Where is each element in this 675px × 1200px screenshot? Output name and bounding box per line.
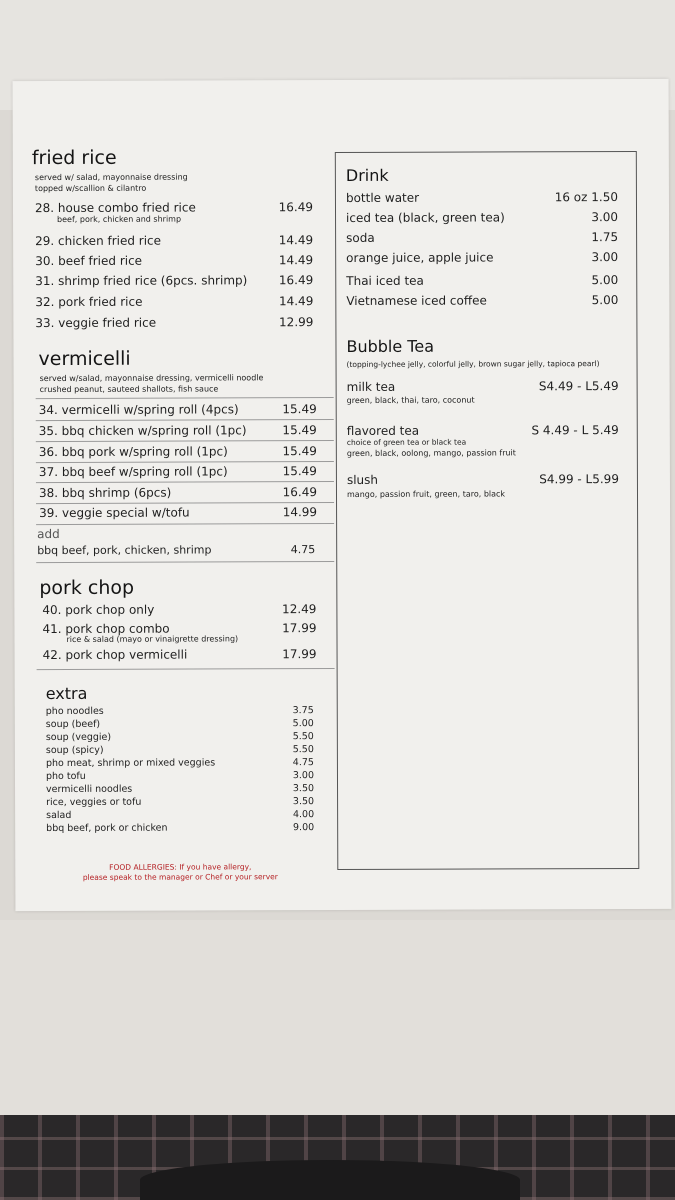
item-price: 17.99 [282, 647, 317, 662]
extra-title: extra [45, 683, 88, 704]
item-name: 42. pork chop vermicelli [42, 647, 188, 663]
divider [36, 440, 334, 442]
fried-rice-note-2: topped w/scallion & cilantro [34, 183, 147, 194]
item-price: 12.49 [282, 602, 317, 617]
menu-item [42, 601, 316, 618]
item-name: soup (spicy) [45, 744, 104, 757]
item-name: iced tea (black, green tea) [346, 210, 505, 225]
item-price: 14.49 [278, 233, 314, 248]
item-description: rice & salad (mayo or vinaigrette dressing) [66, 634, 239, 644]
add-label-text: add [37, 526, 60, 542]
item-price: 15.49 [282, 444, 317, 459]
item-description: choice of green tea or black tea [346, 437, 467, 447]
menu-item [46, 821, 314, 835]
item-name: Thai iced tea [346, 273, 424, 288]
item-price: 15.49 [282, 402, 317, 417]
item-name: 40. pork chop only [42, 602, 155, 618]
item-name: 41. pork chop combo [42, 621, 170, 637]
item-name: milk tea [346, 379, 396, 394]
menu-item [46, 756, 314, 770]
menu-item [39, 504, 317, 521]
item-price: S 4.49 - L 5.49 [531, 423, 619, 438]
item-name: vermicelli noodles [46, 783, 133, 796]
menu-item [347, 378, 619, 395]
drink-title: Drink [345, 165, 389, 185]
item-price: 14.49 [278, 253, 314, 268]
fabric-shadow [140, 1160, 520, 1200]
item-description: green, black, oolong, mango, passion fruit [346, 448, 516, 458]
item-name: 28. house combo fried rice [34, 200, 196, 216]
item-description: mango, passion fruit, green, taro, black [346, 489, 506, 499]
allergy-line-2: please speak to the manager or Chef or your server [82, 872, 278, 882]
allergy-notice [45, 862, 315, 883]
item-name: pho noodles [45, 705, 104, 718]
menu-item [42, 620, 317, 644]
menu-item [37, 542, 315, 559]
item-price: 1.75 [591, 230, 619, 245]
menu-item [46, 808, 314, 822]
item-price: 15.49 [282, 464, 317, 479]
menu-item [35, 232, 313, 249]
item-price: 16.49 [278, 273, 314, 288]
menu-item [346, 229, 618, 246]
menu-item [35, 314, 313, 331]
item-name: pho meat, shrimp or mixed veggies [45, 757, 216, 770]
item-price: 16 oz 1.50 [554, 190, 618, 205]
menu-item [39, 443, 317, 460]
item-price: 3.00 [591, 250, 619, 265]
bubble-tea-note: (topping-lychee jelly, colorful jelly, brown sugar jelly, tapioca pearl) [346, 359, 600, 369]
item-price: 5.50 [292, 744, 314, 756]
item-name: Vietnamese iced coffee [346, 293, 487, 308]
divider [36, 397, 334, 399]
item-price: 5.00 [591, 293, 619, 308]
vermicelli-title: vermicelli [38, 347, 131, 371]
item-name: 33. veggie fried rice [35, 315, 157, 331]
item-description: green, black, thai, taro, coconut [346, 395, 475, 405]
item-price: 16.49 [278, 200, 314, 215]
menu-item [34, 199, 314, 224]
item-price: 4.00 [292, 809, 315, 821]
pork-chop-title: pork chop [39, 576, 135, 600]
item-price: 15.49 [282, 423, 317, 438]
menu-item [347, 471, 619, 488]
vermicelli-note-2: crushed peanut, sauteed shallots, fish sauce [39, 384, 219, 395]
item-name: soup (beef) [45, 718, 101, 731]
item-price: 3.75 [292, 705, 314, 717]
divider [36, 561, 334, 563]
menu-item [35, 272, 313, 289]
divider [36, 481, 334, 483]
menu-item [46, 717, 314, 731]
item-name: soup (veggie) [45, 731, 112, 744]
item-name: bottle water [345, 190, 420, 205]
menu-item [346, 272, 618, 289]
item-name: 29. chicken fried rice [35, 233, 162, 249]
item-price: 14.99 [282, 505, 318, 520]
item-name: orange juice, apple juice [346, 250, 494, 265]
item-price: 16.49 [282, 485, 318, 500]
item-price: S4.99 - L5.99 [539, 472, 619, 487]
menu-item [46, 704, 314, 718]
item-price: 5.00 [292, 718, 314, 730]
bubble-tea-title: Bubble Tea [346, 336, 435, 356]
add-label [37, 526, 97, 542]
item-name: bbq beef, pork or chicken [46, 822, 168, 835]
item-name: slush [346, 472, 379, 487]
menu-item [39, 422, 317, 439]
item-name: 37. bbq beef w/spring roll (1pc) [38, 464, 228, 480]
menu-item [39, 401, 317, 418]
item-name: 36. bbq pork w/spring roll (1pc) [38, 444, 228, 460]
menu-item [39, 463, 317, 480]
drink-panel [335, 151, 640, 870]
menu-item [35, 293, 313, 310]
menu-item [346, 292, 618, 309]
menu-item [346, 189, 618, 206]
menu-sheet [13, 79, 672, 911]
item-name: 34. vermicelli w/spring roll (4pcs) [38, 402, 239, 418]
menu-item [46, 743, 314, 757]
menu-item [46, 795, 314, 809]
menu-item [46, 730, 314, 744]
item-price: 5.00 [591, 273, 619, 288]
item-name: 30. beef fried rice [35, 253, 143, 269]
item-name: 35. bbq chicken w/spring roll (1pc) [38, 423, 247, 439]
item-price: 4.75 [290, 543, 316, 557]
item-name: 39. veggie special w/tofu [39, 505, 190, 521]
allergy-line-1: FOOD ALLERGIES: If you have allergy, [109, 862, 252, 872]
vermicelli-note-1: served w/salad, mayonnaise dressing, vermicelli noodle [39, 373, 264, 384]
item-price: 5.50 [292, 731, 314, 743]
item-name: rice, veggies or tofu [46, 796, 142, 809]
item-price: 3.00 [591, 210, 619, 225]
item-name: 38. bbq shrimp (6pcs) [38, 485, 172, 501]
item-description: beef, pork, chicken and shrimp [57, 214, 182, 224]
item-price: 14.49 [278, 294, 314, 309]
menu-item [39, 484, 317, 501]
menu-item [35, 252, 313, 269]
item-price: 3.50 [292, 796, 315, 808]
menu-item [43, 646, 317, 663]
divider [37, 668, 335, 670]
item-name: bbq beef, pork, chicken, shrimp [37, 543, 212, 558]
countertop [0, 920, 675, 1120]
item-price: 9.00 [292, 822, 315, 834]
item-price: 12.99 [279, 315, 314, 330]
fried-rice-title: fried rice [31, 146, 117, 170]
item-name: pho tofu [45, 770, 86, 783]
divider [36, 523, 334, 525]
item-name: soda [346, 230, 375, 245]
item-price: 17.99 [282, 621, 317, 636]
fried-rice-note-1: served w/ salad, mayonnaise dressing [34, 172, 188, 183]
menu-item [46, 769, 314, 783]
item-name: 31. shrimp fried rice (6pcs. shrimp) [35, 273, 248, 289]
item-name: flavored tea [346, 423, 420, 438]
item-price: 4.75 [292, 757, 314, 769]
item-name: salad [46, 809, 72, 822]
item-name: 32. pork fried rice [35, 294, 143, 310]
divider [36, 419, 334, 421]
item-price: 3.50 [292, 783, 315, 795]
menu-item [46, 782, 314, 796]
item-price: 3.00 [292, 770, 314, 782]
menu-item [346, 249, 618, 266]
menu-item [346, 209, 618, 226]
item-price: S4.49 - L5.49 [538, 379, 619, 394]
